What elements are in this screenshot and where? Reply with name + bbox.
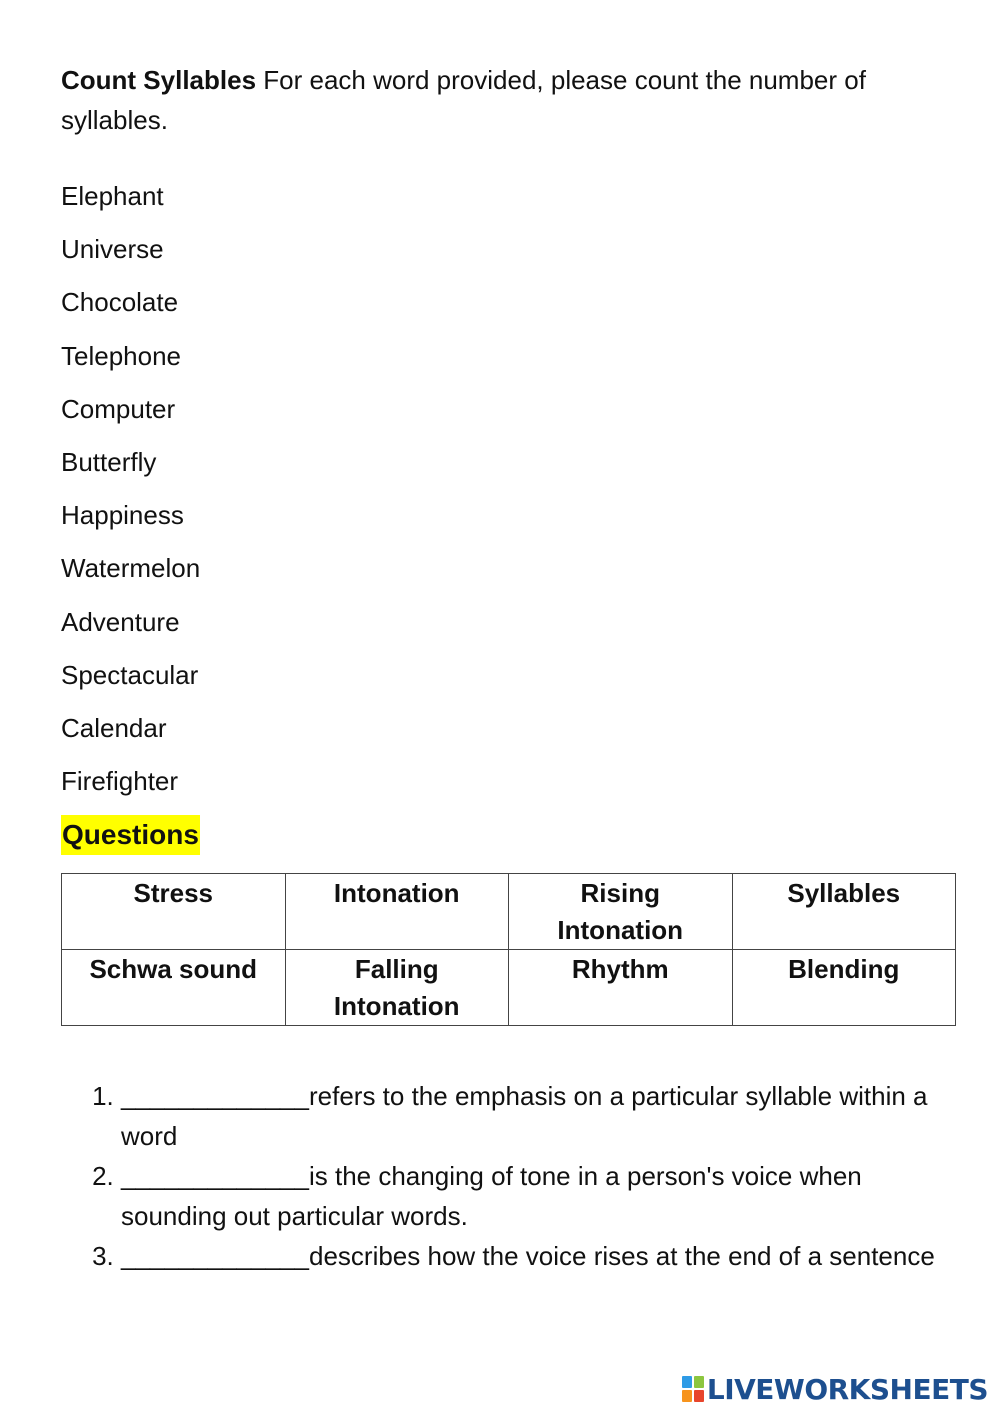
word-item: Watermelon (61, 553, 201, 584)
table-row (62, 874, 956, 950)
question-text: describes how the voice rises at the end of a sentence (308, 1241, 935, 1271)
term-cell: Falling Intonation (285, 950, 509, 1026)
table-row (62, 950, 956, 1026)
section-title: Count Syllables (61, 65, 257, 95)
word-item: Adventure (61, 606, 180, 637)
term-cell: Rising Intonation (509, 874, 733, 950)
logo-blocks-icon (682, 1376, 704, 1402)
question-text: refers to the emphasis on a particular syllable within a word (121, 1081, 928, 1151)
liveworksheets-logo (682, 1372, 988, 1406)
answer-blank[interactable]: _____________ (121, 1081, 309, 1111)
logo-block (682, 1390, 692, 1402)
instructions-text: For each word provided, please count the number of syllables. (61, 65, 866, 135)
word-item: Butterfly (61, 446, 157, 477)
word-item: Calendar (61, 712, 167, 743)
word-item: Spectacular (61, 659, 199, 690)
questions-heading: Questions (61, 815, 200, 855)
word-item: Computer (61, 393, 176, 424)
term-cell: Syllables (732, 874, 956, 950)
word-item: Universe (61, 234, 164, 265)
instructions (61, 60, 941, 140)
term-cell: Stress (62, 874, 286, 950)
question-item (121, 1236, 941, 1276)
logo-block (694, 1376, 704, 1388)
word-item: Happiness (61, 500, 184, 531)
word-item: Telephone (61, 340, 181, 371)
term-cell: Rhythm (509, 950, 733, 1026)
word-item: Firefighter (61, 766, 179, 797)
term-cell: Intonation (285, 874, 509, 950)
word-item: Chocolate (61, 287, 179, 318)
logo-block (694, 1390, 704, 1402)
term-bank-table (61, 873, 956, 1026)
question-text: is the changing of tone in a person's voice when sounding out particular words. (121, 1161, 862, 1231)
term-cell: Schwa sound (62, 950, 286, 1026)
answer-blank[interactable]: _____________ (121, 1161, 309, 1191)
question-list (90, 1076, 941, 1276)
answer-blank[interactable]: _____________ (121, 1241, 309, 1271)
term-cell: Blending (732, 950, 956, 1026)
logo-block (682, 1376, 692, 1388)
logo-text: LIVEWORKSHEETS (706, 1372, 988, 1406)
question-item (121, 1076, 941, 1156)
word-list (61, 176, 200, 814)
question-item (121, 1156, 941, 1236)
word-item: Elephant (61, 181, 164, 211)
